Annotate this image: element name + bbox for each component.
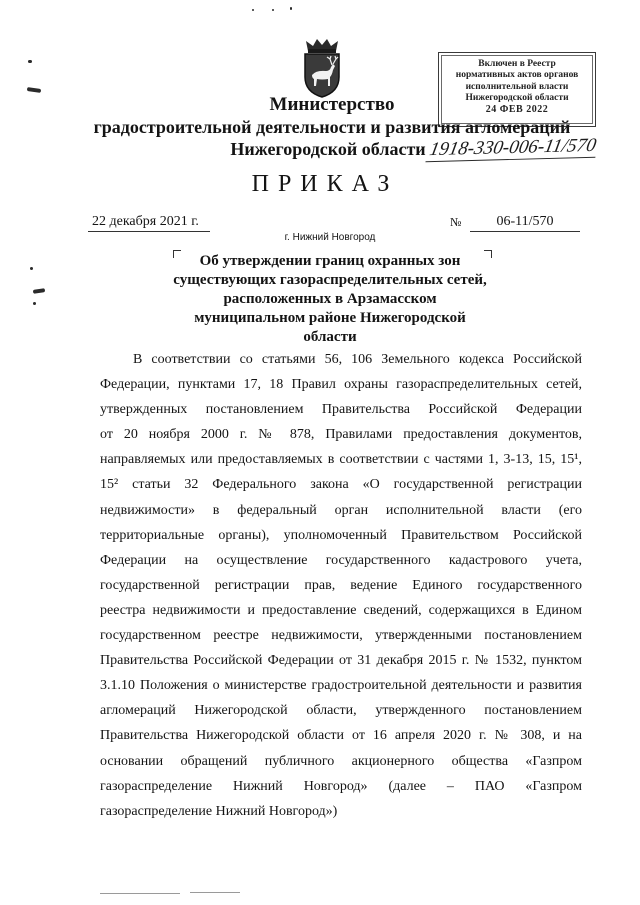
body-paragraph [100,347,582,824]
stamp-line: Включен в Реестр [478,59,556,69]
subject-line: Об утверждении границ охранных зон [199,253,461,269]
ministry-title-line: Нижегородской области [230,139,426,159]
subject-line: существующих газораспределительных сетей, [173,272,487,288]
stamp-line: исполнительной власти [465,81,569,92]
body-line: от 20 ноября 2000 г. № 878, Правилами предоставления документов, [100,427,582,443]
body-line: утвержденных постановлением Правительства Российской Федерации [100,402,582,418]
body-line: Правительства Нижегородской области от 16 апреля 2020 г. № 308, и на [100,728,582,744]
order-date: 22 декабря 2021 г. [88,213,210,232]
registration-number: 1918-330-006-11/570 [425,135,600,162]
body-line: 3.1.10 Положения о министерстве градостроительной деятельности и развития [100,678,582,694]
stamp-line: Нижегородской области [465,92,569,103]
body-line: Федерации на осуществление государственного кадастрового учета, [100,552,582,568]
order-subject [130,252,530,347]
body-line: основании обращений публичного акционерного общества «Газпром [100,753,582,769]
subject-line: области [303,329,357,345]
scan-artifact [190,892,240,893]
scan-artifact [33,302,36,305]
scan-artifact [30,267,33,270]
order-number: 06-11/570 [470,213,580,232]
scan-artifact [27,87,41,93]
subject-line: муниципальном районе Нижегородской [194,310,466,326]
stamp-date: 24 ФЕВ 2022 [485,104,549,116]
body-line: В соответствии со статьями 56, 106 Земельного кодекса Российской [133,352,582,367]
body-line: реестра недвижимости и предоставление сведений, содержащихся в Едином [100,602,582,618]
scan-artifact [33,288,45,294]
scan-artifact [272,9,274,11]
body-line: государственной регистрации прав, ведение Единого государственного [100,577,582,593]
body-line: направляемых или предоставляемых в соответствии с частями 1, 3-13, 15, 15¹, [100,452,582,468]
body-line: недвижимости» в федеральный орган исполнительной власти (его [100,502,582,518]
ministry-title-line: Министерство [269,94,395,115]
body-line: 15² статьи 32 Федерального закона «О государственной регистрации [100,477,582,493]
scan-artifact [252,9,254,11]
number-sign: № [450,215,462,229]
scan-artifact [28,60,32,63]
body-line: газораспределение Нижний Новгород» (далее – ПАО «Газпром [100,778,582,794]
body-line: агломераций Нижегородской области, утвержденного постановлением [100,703,582,719]
stamp-line: нормативных актов органов [455,70,579,81]
body-line: Федерации, пунктами 17, 18 Правил охраны газораспределительных сетей, [100,377,582,393]
subject-line: расположенных в Арзамасском [223,291,437,307]
scan-artifact [100,893,180,894]
coat-of-arms-emblem [300,37,344,99]
document-type: ПРИКАЗ [251,171,399,197]
body-line: газораспределение Нижний Новгород») [100,803,338,819]
scan-artifact [290,7,292,10]
order-place: г. Нижний Новгород [284,232,376,243]
ministry-title-line: градостроительной деятельности и развития агломераций [93,117,571,137]
body-line: территориальные органы), уполномоченный Правительством Российской [100,527,582,543]
body-line: Правительства Российской Федерации от 31 декабря 2015 г. № 1532, пунктом [100,653,582,669]
body-line: государственном реестре недвижимости, утвержденными постановлением [100,628,582,644]
